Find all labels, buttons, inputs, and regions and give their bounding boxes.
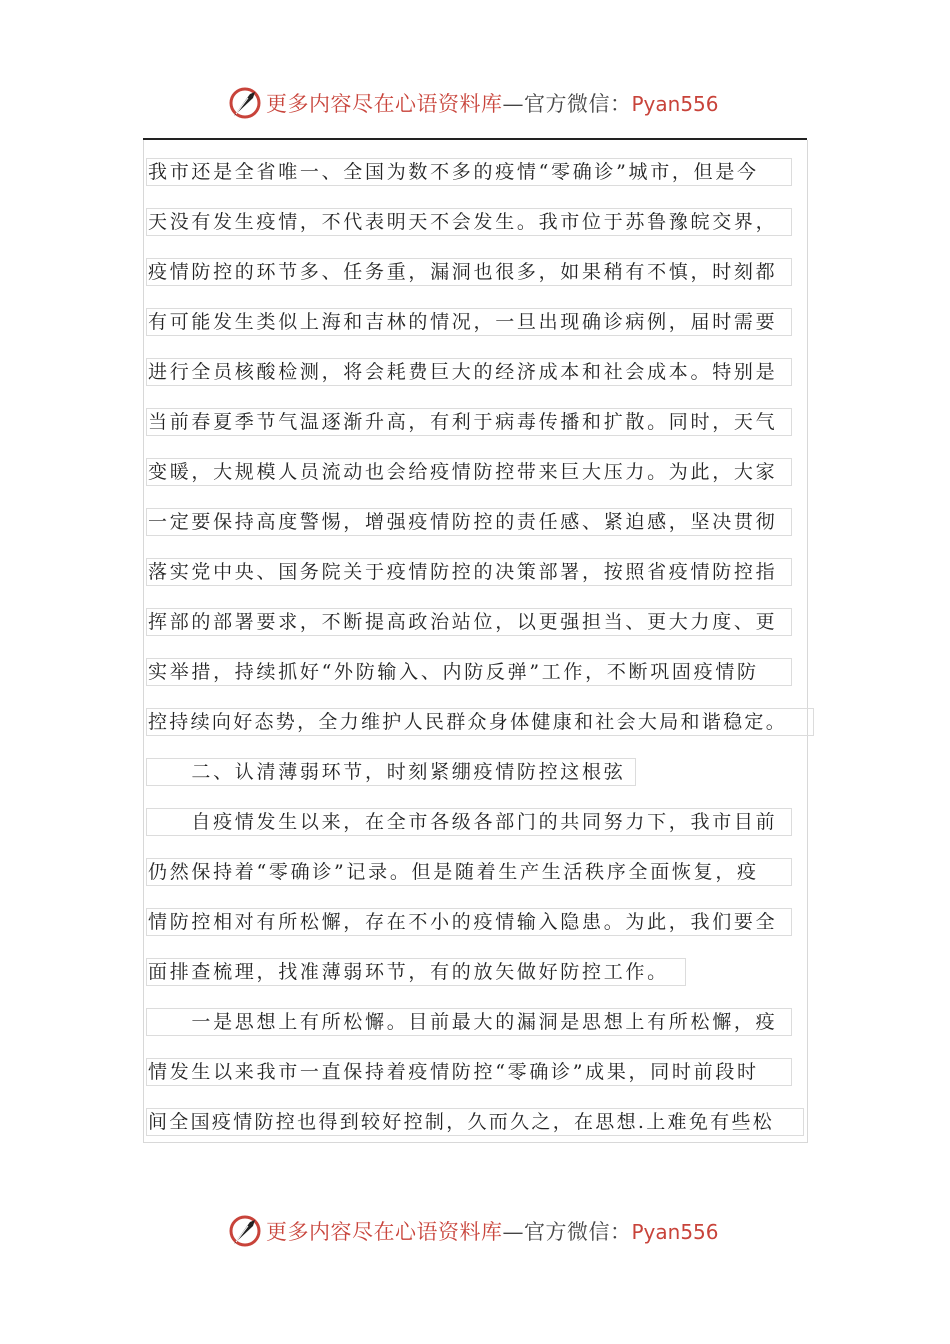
page-frame — [143, 140, 808, 1143]
quill-logo-icon — [228, 1214, 262, 1248]
banner-wechat-label: 官方微信： — [524, 92, 632, 116]
banner-wechat-id: Pyan556 — [631, 92, 719, 116]
text-line: 我市还是全省唯一、全国为数不多的疫情“零确诊”城市，但是今 — [146, 158, 792, 186]
text-line: 当前春夏季节气温逐渐升高，有利于病毒传播和扩散。同时，天气 — [146, 408, 792, 436]
banner-main-text: 更多内容尽在心语资料库 — [266, 1220, 503, 1244]
text-line: 间全国疫情防控也得到较好控制，久而久之，在思想.上难免有些松 — [146, 1108, 804, 1136]
text-line: 情防控相对有所松懈，存在不小的疫情输入隐患。为此，我们要全 — [146, 908, 792, 936]
header-banner — [0, 84, 950, 124]
text-line: 变暖，大规模人员流动也会给疫情防控带来巨大压力。为此，大家 — [146, 458, 792, 486]
text-line: 一是思想上有所松懈。目前最大的漏洞是思想上有所松懈，疫 — [146, 1008, 792, 1036]
text-line: 仍然保持着“零确诊”记录。但是随着生产生活秩序全面恢复，疫 — [146, 858, 792, 886]
text-line: 疫情防控的环节多、任务重，漏洞也很多，如果稍有不慎，时刻都 — [146, 258, 792, 286]
text-line: 一定要保持高度警惕，增强疫情防控的责任感、紧迫感，坚决贯彻 — [146, 508, 792, 536]
text-line: 情发生以来我市一直保持着疫情防控“零确诊”成果，同时前段时 — [146, 1058, 792, 1086]
banner-dash: — — [502, 1220, 524, 1244]
text-line: 实举措，持续抓好“外防输入、内防反弹”工作，不断巩固疫情防 — [146, 658, 792, 686]
text-line: 落实党中央、国务院关于疫情防控的决策部署，按照省疫情防控指 — [146, 558, 792, 586]
footer-banner — [0, 1212, 950, 1252]
banner-dash: — — [502, 92, 524, 116]
text-line: 进行全员核酸检测，将会耗费巨大的经济成本和社会成本。特别是 — [146, 358, 792, 386]
banner-text — [266, 1218, 719, 1246]
banner-main-text: 更多内容尽在心语资料库 — [266, 92, 503, 116]
banner-wechat-id: Pyan556 — [631, 1220, 719, 1244]
text-line: 自疫情发生以来，在全市各级各部门的共同努力下，我市目前 — [146, 808, 792, 836]
text-line: 有可能发生类似上海和吉林的情况，一旦出现确诊病例，届时需要 — [146, 308, 792, 336]
text-line: 控持续向好态势，全力维护人民群众身体健康和社会大局和谐稳定。 — [146, 708, 814, 736]
banner-text — [266, 90, 719, 118]
section-heading: 二、认清薄弱环节，时刻紧绷疫情防控这根弦 — [146, 758, 636, 786]
text-line: 天没有发生疫情，不代表明天不会发生。我市位于苏鲁豫皖交界， — [146, 208, 792, 236]
banner-wechat-label: 官方微信： — [524, 1220, 632, 1244]
text-line: 面排查梳理，找准薄弱环节，有的放矢做好防控工作。 — [146, 958, 686, 986]
quill-logo-icon — [228, 86, 262, 120]
text-line: 挥部的部署要求，不断提高政治站位，以更强担当、更大力度、更 — [146, 608, 792, 636]
